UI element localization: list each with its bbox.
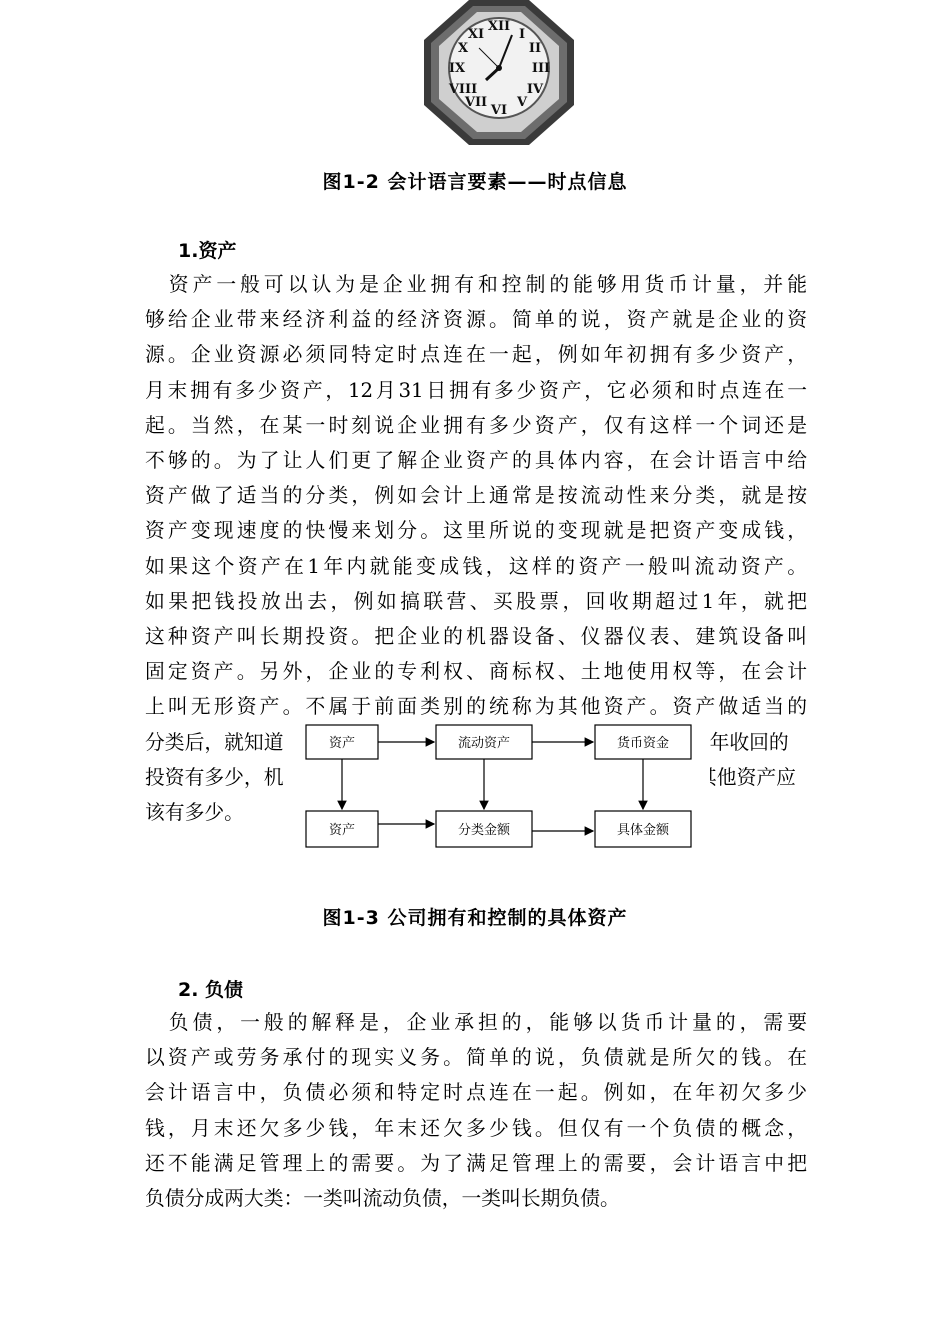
box-label: 分类金额 <box>457 823 511 838</box>
text-line: 够给企业带来经济利益的经济资源。简单的说，资产就是企业的资 <box>145 308 807 332</box>
svg-text:V: V <box>516 95 528 110</box>
box-label: 货币资金 <box>616 736 670 751</box>
text-line: 资产做了适当的分类，例如会计上通常是按流动性来分类，就是按 <box>145 484 807 508</box>
text-line: 上叫无形资产。不属于前面类别的统称为其他资产。资产做适当的 <box>145 695 807 719</box>
box-bottom-right <box>595 811 691 847</box>
figure-1-3-caption: 图1-3 公司拥有和控制的具体资产 <box>322 907 628 929</box>
svg-text:XI: XI <box>467 27 485 42</box>
box-bottom-left <box>306 811 378 847</box>
text-line: 负债，一般的解释是，企业承担的，能够以货币计量的，需要 <box>145 1011 807 1034</box>
asset-classification-diagram <box>300 718 710 858</box>
svg-text:III: III <box>531 61 551 76</box>
text-line: 起。当然，在某一时刻说企业拥有多少资产，仅有这样一个词还是 <box>145 413 807 437</box>
svg-text:X: X <box>457 41 469 56</box>
text-line: 负债分成两大类：一类叫流动负债，一类叫长期负债。 <box>145 1187 620 1211</box>
box-top-mid <box>436 725 532 759</box>
figure-1-2-caption: 图1-2 会计语言要素——时点信息 <box>322 171 628 193</box>
svg-text:VI: VI <box>490 103 508 118</box>
text-line: 不够的。为了让人们更了解企业资产的具体内容，在会计语言中给 <box>145 449 807 473</box>
svg-text:VIII: VIII <box>448 82 478 97</box>
text-line: 资产变现速度的快慢来划分。这里所说的变现就是把资产变成钱， <box>145 519 807 543</box>
text-line: 还不能满足管理上的需要。为了满足管理上的需要，会计语言中把 <box>145 1151 807 1175</box>
text-line: 投资有多少，机 <box>145 765 284 789</box>
svg-text:XII: XII <box>487 19 511 34</box>
text-line: 钱，月末还欠多少钱，年末还欠多少钱。但仅有一个负债的概念， <box>145 1116 807 1140</box>
text-line: 如果把钱投放出去，例如搞联营、买股票，回收期超过1年，就把 <box>145 589 807 613</box>
svg-text:VII: VII <box>464 95 488 110</box>
text-line: 月末拥有多少资产，12月31日拥有多少资产，它必须和时点连在一 <box>145 378 807 402</box>
text-line: 资产一般可以认为是企业拥有和控制的能够用货币计量，并能 <box>145 273 807 296</box>
svg-text:II: II <box>528 41 542 56</box>
text-line: 分类后，就知道 <box>145 730 284 754</box>
section-2-paragraph <box>145 1005 807 1216</box>
text-line: 该有多少。 <box>145 801 244 825</box>
section-1-heading: 1.资产 <box>178 240 237 262</box>
section-2-heading: 2. 负债 <box>178 979 244 1001</box>
text-line: 会计语言中，负债必须和特定时点连在一起。例如，在年初欠多少 <box>145 1081 807 1105</box>
box-top-right <box>595 725 691 759</box>
text-fragment-right <box>697 725 796 795</box>
text-line: 其他资产应 <box>697 766 796 790</box>
text-line: 1年收回的 <box>697 731 789 754</box>
svg-text:IX: IX <box>448 61 466 76</box>
octagonal-wall-clock-icon <box>424 0 574 145</box>
box-bottom-mid <box>436 811 532 847</box>
box-label: 资产 <box>328 823 356 838</box>
box-top-left <box>306 725 378 759</box>
svg-text:IV: IV <box>526 82 544 97</box>
text-line: 如果这个资产在1年内就能变成钱，这样的资产一般叫流动资产。 <box>145 554 807 578</box>
text-line: 固定资产。另外，企业的专利权、商标权、土地使用权等，在会计 <box>145 660 807 684</box>
text-line: 这种资产叫长期投资。把企业的机器设备、仪器仪表、建筑设备叫 <box>145 625 807 649</box>
svg-text:I: I <box>518 27 526 42</box>
box-label: 资产 <box>328 736 356 751</box>
text-line: 以资产或劳务承付的现实义务。简单的说，负债就是所欠的钱。在 <box>145 1046 807 1070</box>
box-label: 流动资产 <box>457 736 511 751</box>
box-label: 具体金额 <box>616 823 670 838</box>
text-line: 源。企业资源必须同特定时点连在一起，例如年初拥有多少资产， <box>145 343 807 367</box>
